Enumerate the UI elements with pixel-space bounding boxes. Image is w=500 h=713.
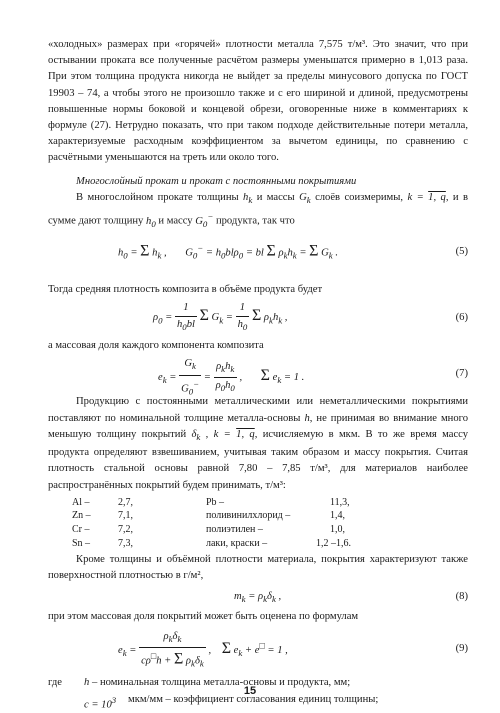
- paragraph-coatings: Продукцию с постоянными металлическими или неметаллическими покрытиями поставляют по номинальной толщине металла-основы h, не принимая во внимание много меньшую толщину покрытий $\delta_k$ , k = 1, q, исчисляемую в мкм. В то же время массу продукта определяют взвешиванием, учитывая таким образом и массу покрытия. Считая плотность стальной основы равной 7,80 – 7,85 т/м³, для материалов наиболее распространённых покрытий будем принимать, т/м³:: [48, 396, 469, 491]
- equation-6-body: $\rho_0$ = $\frac{1}{h_0bl}$ Σ $G_k$ = $\frac{1}{h_0}$ Σ $\rho_kh_k$ ,: [153, 302, 288, 333]
- math-h-def: h: [84, 676, 90, 688]
- materials-row: Sn – 7,3, лаки, краски – 1,2 –1,6.: [72, 537, 351, 549]
- equation-9: [48, 625, 468, 675]
- definition-c: $c = 10^3$ мкм/мм – коэффициент согласования единиц толщины;: [48, 692, 468, 709]
- page-body: [48, 37, 468, 709]
- materials-row: Cr – 7,2, полиэтилен – 1,0,: [72, 523, 345, 535]
- paragraph-mass-fraction: а массовая доля каждого компонента композита: [48, 340, 264, 352]
- equation-6: [48, 298, 468, 338]
- materials-row: Zn – 7,1, поливинилхлорид – 1,4,: [72, 510, 345, 522]
- equation-5-body: $h_0 = \Sigma$ $h_k$ , $G_0^- = h_0bl\rho_0$ = bl Σ $\rho_kh_k = \Sigma$ $G_k$ .: [118, 242, 338, 261]
- materials-row: Al – 2,7, Pb – 11,3,: [72, 496, 350, 508]
- equation-9-body: $e_k$ = $\frac{\rho_k\delta_k}{c\rho^□h + \Sigma \rho_k\delta_k}$ , Σ $e_k + e^□ = 1$ ,: [118, 630, 288, 669]
- section-heading: Многослойный прокат и прокат с постоянными покрытиями: [76, 175, 357, 187]
- equation-number-8: (8): [455, 590, 468, 602]
- equation-number-9: (9): [455, 642, 468, 654]
- paragraph-density: Тогда средняя плотность композита в объёме продукта будет: [48, 283, 323, 295]
- math-h: h: [304, 412, 310, 424]
- math-h-k: $h_k$: [243, 191, 253, 205]
- equation-number-6: (6): [455, 312, 468, 324]
- page-number: 15: [243, 685, 257, 697]
- paragraph-intro: «холодных» размерах при «горячей» плотности металла 7,575 т/м³. Это значит, что при остывании проката все полученные расчётом размеры уменьшатся примерно в 1,013 раза. При этом толщина продукта никогда не выйдет за пределы минусового допуска по ГОСТ 19903 – 74, а чтобы этого не произошло также и с его шириной и длиной, предусмотрены повышенные нормы боковой и концевой обрези, оговоренные ниже в комментариях к формуле (27). Нетрудно показать, что при таком подходе действительные потери металла, характеризуемые расходным коэффициентом за вычетом единицы, по сравнению с расчётными уменьшаются на треть или около того.: [48, 39, 468, 164]
- equation-5: [48, 232, 468, 282]
- math-G0: $G_0^-$: [195, 211, 214, 229]
- math-k-range: k = 1, q: [407, 191, 446, 203]
- equation-number-5: (5): [455, 245, 468, 257]
- paragraph-multilayer: В многослойном прокате толщины $h_k$ и массы $G_k$ слоёв соизмеримы, k = 1, q, и в сумме дают толщину $h_0$ и массу $G_0^-$ продукта, так что: [48, 191, 468, 229]
- equation-number-7: (7): [455, 368, 468, 380]
- equation-8: [48, 585, 468, 609]
- paragraph-formulas: при этом массовая доля покрытий может быть оценена по формулам: [48, 610, 359, 622]
- math-h0: $h_0$: [146, 215, 156, 229]
- math-delta-k: $\delta_k$ , k = 1, q: [191, 428, 255, 442]
- math-c-def: $c = 10^3$: [84, 694, 117, 711]
- equation-8-body: $m_k = \rho_k\delta_k$ ,: [234, 590, 282, 604]
- equation-7: [48, 354, 468, 397]
- definition-h: где h – номинальная толщина металла-основы и продукта, мм;: [48, 675, 468, 692]
- math-G-k: $G_k$: [299, 191, 311, 205]
- equation-7-body: $e_k$ = $\frac{G_k}{G_0^-}$ = $\frac{\rho_kh_k}{\rho_0h_0}$ , Σ $e_k = 1$ .: [158, 358, 305, 397]
- paragraph-surface-density: Кроме толщины и объёмной плотности материала, покрытия характеризуют также поверхностной плотностью в г/м²,: [48, 554, 468, 582]
- materials-density-table: [72, 496, 468, 550]
